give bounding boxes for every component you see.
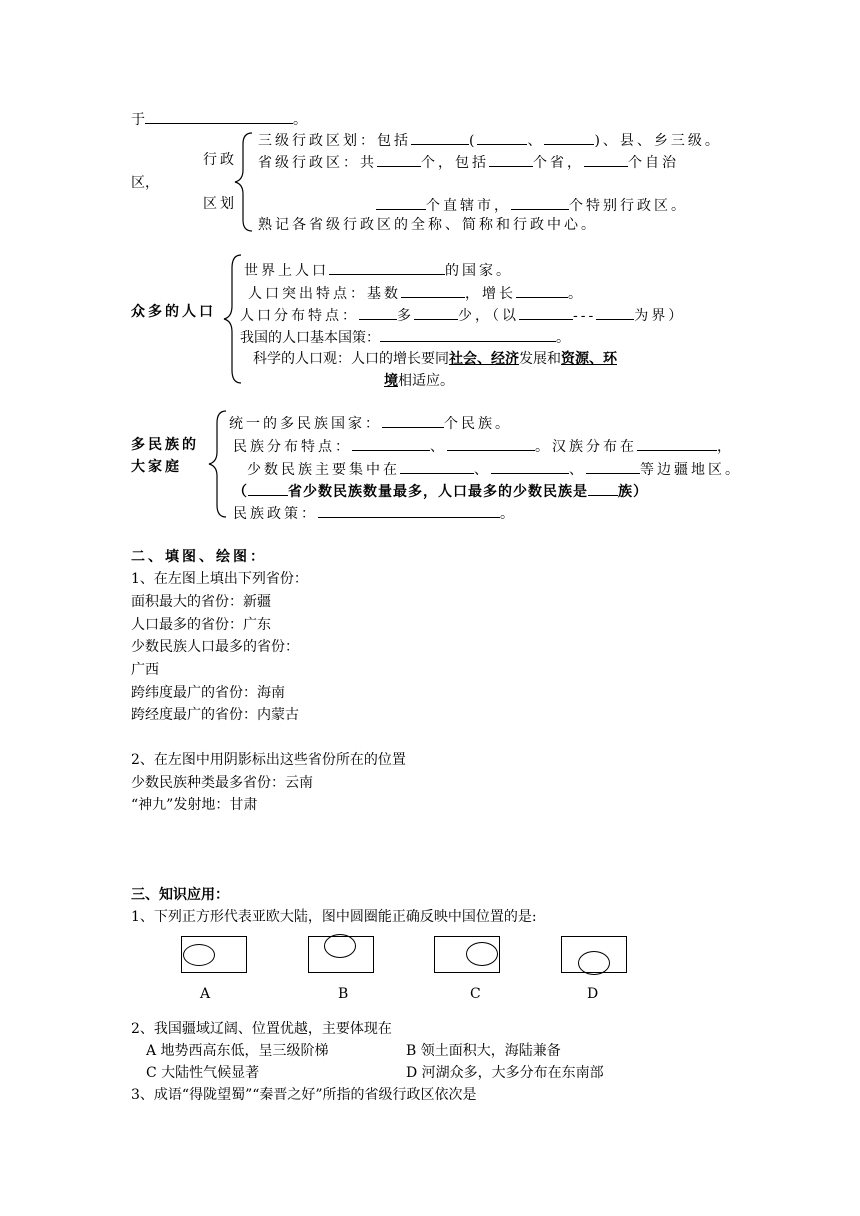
ethnic-line-1: 统一的多民族国家： 个民族。	[229, 413, 512, 433]
population-line-3: 人口分布特点： 多 少，（以 --- 为界）	[240, 305, 685, 325]
population-line-2: 人口突出特点：基数 ，增长 。	[248, 283, 585, 303]
blank[interactable]	[584, 152, 628, 167]
list-item: 少数民族种类最多省份：云南	[131, 775, 313, 791]
blank[interactable]	[359, 305, 397, 320]
blank[interactable]	[414, 305, 458, 320]
section3-q3: 3、成语“得陇望蜀”“秦晋之好”所指的省级行政区依次是	[131, 1087, 477, 1103]
blank[interactable]	[145, 109, 293, 124]
section3-title: 三、知识应用：	[131, 887, 229, 903]
admin-line-3: 个直辖市， 个特别行政区。	[376, 195, 688, 215]
option-c-circle	[466, 942, 498, 966]
blank[interactable]	[544, 130, 594, 145]
blank[interactable]	[519, 305, 573, 320]
q2-option-d[interactable]: D 河湖众多，大多分布在东南部	[406, 1065, 604, 1081]
admin-line-2: 省级行政区：共 个，包括 个省， 个自治	[258, 152, 679, 172]
ethnic-line-2: 民族分布特点： 、 。汉族分布在 ，	[233, 436, 734, 456]
blank[interactable]	[318, 503, 500, 518]
section2-title: 二、填图、绘图：	[131, 549, 267, 565]
q2-option-b[interactable]: B 领土面积大，海陆兼备	[406, 1043, 561, 1059]
section3-q2: 2、我国疆域辽阔、位置优越，主要体现在	[131, 1021, 392, 1037]
admin-brace	[232, 132, 254, 232]
admin-line-1: 三级行政区划：包括 ( 、 )、县、乡三级。	[258, 130, 722, 150]
blank[interactable]	[352, 436, 430, 451]
population-line-6: 境相适应。	[384, 373, 454, 389]
population-line-5: 科学的人口观：人口的增长要同社会、经济发展和资源、环	[253, 351, 617, 367]
blank[interactable]	[401, 283, 465, 298]
blank[interactable]	[516, 283, 568, 298]
blank[interactable]	[511, 195, 569, 210]
admin-side-b: 区划	[203, 196, 237, 212]
list-item: 面积最大的省份：新疆	[131, 594, 271, 610]
blank[interactable]	[489, 152, 533, 167]
list-item: “神九”发射地：甘肃	[131, 797, 258, 813]
q2-option-c[interactable]: C 大陆性气候显著	[146, 1065, 260, 1081]
ethnic-line-4: （ 省少数民族数量最多，人口最多的少数民族是 族）	[233, 481, 648, 501]
option-b-label[interactable]: B	[338, 986, 349, 1002]
section2-q1: 1、在左图上填出下列省份：	[131, 571, 308, 587]
blank[interactable]	[382, 413, 444, 428]
blank[interactable]	[586, 459, 640, 474]
list-item: 少数民族人口最多的省份：	[131, 639, 299, 655]
blank[interactable]	[411, 130, 469, 145]
admin-side-a: 行政	[203, 152, 237, 168]
list-item: 人口最多的省份：广东	[131, 617, 271, 633]
population-line-4: 我国的人口基本国策： 。	[240, 327, 570, 347]
top-line-suffix: 。	[293, 112, 307, 128]
blank[interactable]	[400, 459, 474, 474]
option-a-label[interactable]: A	[200, 986, 211, 1002]
admin-line-4: 熟记各省级行政区的全称、简称和行政中心。	[258, 217, 598, 233]
blank[interactable]	[377, 152, 421, 167]
admin-wrap-label: 区，	[131, 175, 159, 191]
top-line-prefix: 于	[131, 112, 145, 128]
population-line-1: 世界上人口 的国家。	[244, 260, 513, 280]
blank[interactable]	[596, 305, 634, 320]
list-item: 广西	[131, 662, 159, 678]
ethnic-label-1: 多民族的	[131, 437, 199, 453]
blank[interactable]	[380, 327, 556, 342]
ethnic-label-2: 大家庭	[131, 459, 182, 475]
ethnic-line-5: 民族政策： 。	[233, 503, 517, 523]
list-item: 跨经度最广的省份：内蒙古	[131, 707, 299, 723]
section3-q1: 1、下列正方形代表亚欧大陆，图中圆圈能正确反映中国位置的是:	[131, 909, 537, 925]
option-c-label[interactable]: C	[470, 986, 481, 1002]
blank[interactable]	[477, 130, 527, 145]
ethnic-line-3: 少数民族主要集中在 、 、 等边疆地区。	[247, 459, 742, 479]
blank[interactable]	[248, 481, 288, 496]
option-a-circle	[183, 944, 215, 966]
q2-option-a[interactable]: A 地势西高东低，呈三级阶梯	[146, 1043, 329, 1059]
blank[interactable]	[447, 436, 535, 451]
top-line	[131, 109, 307, 129]
population-label: 众多的人口	[131, 304, 216, 320]
section2-q2: 2、在左图中用阴影标出这些省份所在的位置	[131, 752, 406, 768]
blank[interactable]	[588, 481, 618, 496]
blank[interactable]	[637, 436, 717, 451]
blank[interactable]	[376, 195, 426, 210]
option-b-circle	[324, 934, 356, 958]
list-item: 跨纬度最广的省份：海南	[131, 685, 285, 701]
blank[interactable]	[329, 260, 445, 275]
option-d-circle	[578, 951, 610, 975]
blank[interactable]	[491, 459, 569, 474]
option-d-label[interactable]: D	[587, 986, 599, 1002]
ethnic-brace	[206, 410, 228, 518]
